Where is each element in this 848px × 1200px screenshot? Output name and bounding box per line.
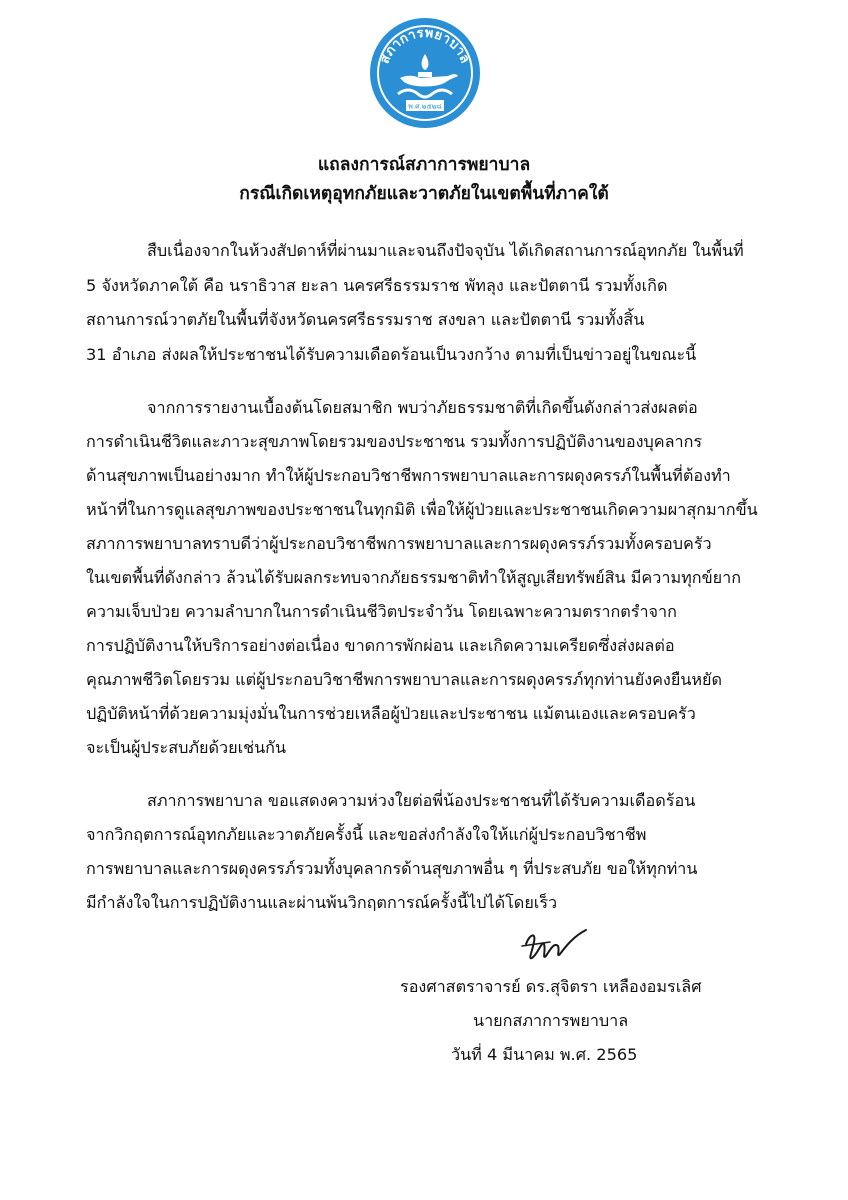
paragraph-line: การพยาบาลและการผดุงครรภ์รวมทั้งบุคลากรด้านสุขภาพอื่น ๆ ที่ประสบภัย ขอให้ทุกท่าน: [86, 859, 698, 878]
signatory-position: นายกสภาการพยาบาล: [473, 1011, 629, 1030]
paragraph-line: ความเจ็บป่วย ความลำบากในการดำเนินชีวิตประจำวัน โดยเฉพาะความตรากตรำจาก: [86, 602, 677, 621]
paragraph-line: จากการรายงานเบื้องต้นโดยสมาชิก พบว่าภัยธรรมชาติที่เกิดขึ้นดังกล่าวส่งผลต่อ: [147, 398, 698, 417]
paragraph-line: 31 อำเภอ ส่งผลให้ประชาชนได้รับความเดือดร้อนเป็นวงกว้าง ตามที่เป็นข่าวอยู่ในขณะนี้: [86, 345, 697, 364]
signatory-name: รองศาสตราจารย์ ดร.สุจิตรา เหลืองอมรเลิศ: [400, 977, 702, 996]
handwritten-signature: [520, 926, 590, 970]
paragraph-line: สถานการณ์วาตภัยในพื้นที่จังหวัดนครศรีธรรมราช สงขลา และปัตตานี รวมทั้งสิ้น: [86, 310, 645, 329]
paragraph-line: ปฏิบัติหน้าที่ด้วยความมุ่งมั่นในการช่วยเหลือผู้ป่วยและประชาชน แม้ตนเองและครอบครัว: [86, 704, 696, 723]
paragraph-line: ด้านสุขภาพเป็นอย่างมาก ทำให้ผู้ประกอบวิชาชีพการพยาบาลและการผดุงครรภ์ในพื้นที่ต้องทำ: [86, 466, 731, 485]
paragraph-line: มีกำลังใจในการปฏิบัติงานและผ่านพ้นวิกฤตการณ์ครั้งนี้ไปได้โดยเร็ว: [86, 893, 558, 912]
paragraph-line: หน้าที่ในการดูแลสุขภาพของประชาชนในทุกมิติ เพื่อให้ผู้ป่วยและประชาชนเกิดความผาสุกมากขึ้น: [86, 500, 758, 519]
paragraph-line: คุณภาพชีวิตโดยรวม แต่ผู้ประกอบวิชาชีพการพยาบาลและการผดุงครรภ์ทุกท่านยังคงยืนหยัด: [86, 670, 723, 689]
document-title: แถลงการณ์สภาการพยาบาล: [317, 155, 531, 175]
paragraph-line: สภาการพยาบาล ขอแสดงความห่วงใยต่อพี่น้องประชาชนที่ได้รับความเดือดร้อน: [147, 791, 696, 810]
logo-arc-text: สภาการพยาบาล: [377, 25, 473, 67]
paragraph-line: จะเป็นผู้ประสบภัยด้วยเช่นกัน: [86, 738, 287, 757]
paragraph-line: การปฏิบัติงานให้บริการอย่างต่อเนื่อง ขาดการพักผ่อน และเกิดความเครียดซึ่งส่งผลต่อ: [86, 636, 675, 655]
paragraph-line: 5 จังหวัดภาคใต้ คือ นราธิวาส ยะลา นครศรีธรรมราช พัทลุง และปัตตานี รวมทั้งเกิด: [86, 276, 668, 295]
paragraph-line: จากวิกฤตการณ์อุทกภัยและวาตภัยครั้งนี้ และขอส่งกำลังใจให้แก่ผู้ประกอบวิชาชีพ: [86, 825, 647, 844]
document-date: วันที่ 4 มีนาคม พ.ศ. 2565: [451, 1045, 638, 1064]
paragraph-line: การดำเนินชีวิตและภาวะสุขภาพโดยรวมของประชาชน รวมทั้งการปฏิบัติงานของบุคลากร: [86, 432, 703, 451]
logo-bottom-text: พ.ศ.๒๕๒๘: [408, 102, 442, 111]
paragraph-line: สืบเนื่องจากในห้วงสัปดาห์ที่ผ่านมาและจนถึงปัจจุบัน ได้เกิดสถานการณ์อุทกภัย ในพื้นที่: [147, 241, 744, 260]
paragraph-line: ในเขตพื้นที่ดังกล่าว ล้วนได้รับผลกระทบจากภัยธรรมชาติทำให้สูญเสียทรัพย์สิน มีความทุกข์ยาก: [86, 568, 742, 587]
paragraph-line: สภาการพยาบาลทราบดีว่าผู้ประกอบวิชาชีพการพยาบาลและการผดุงครรภ์รวมทั้งครอบครัว: [86, 534, 712, 553]
nursing-council-logo: [368, 16, 482, 130]
document-subtitle: กรณีเกิดเหตุอุทกภัยและวาตภัยในเขตพื้นที่ภาคใต้: [239, 184, 609, 204]
